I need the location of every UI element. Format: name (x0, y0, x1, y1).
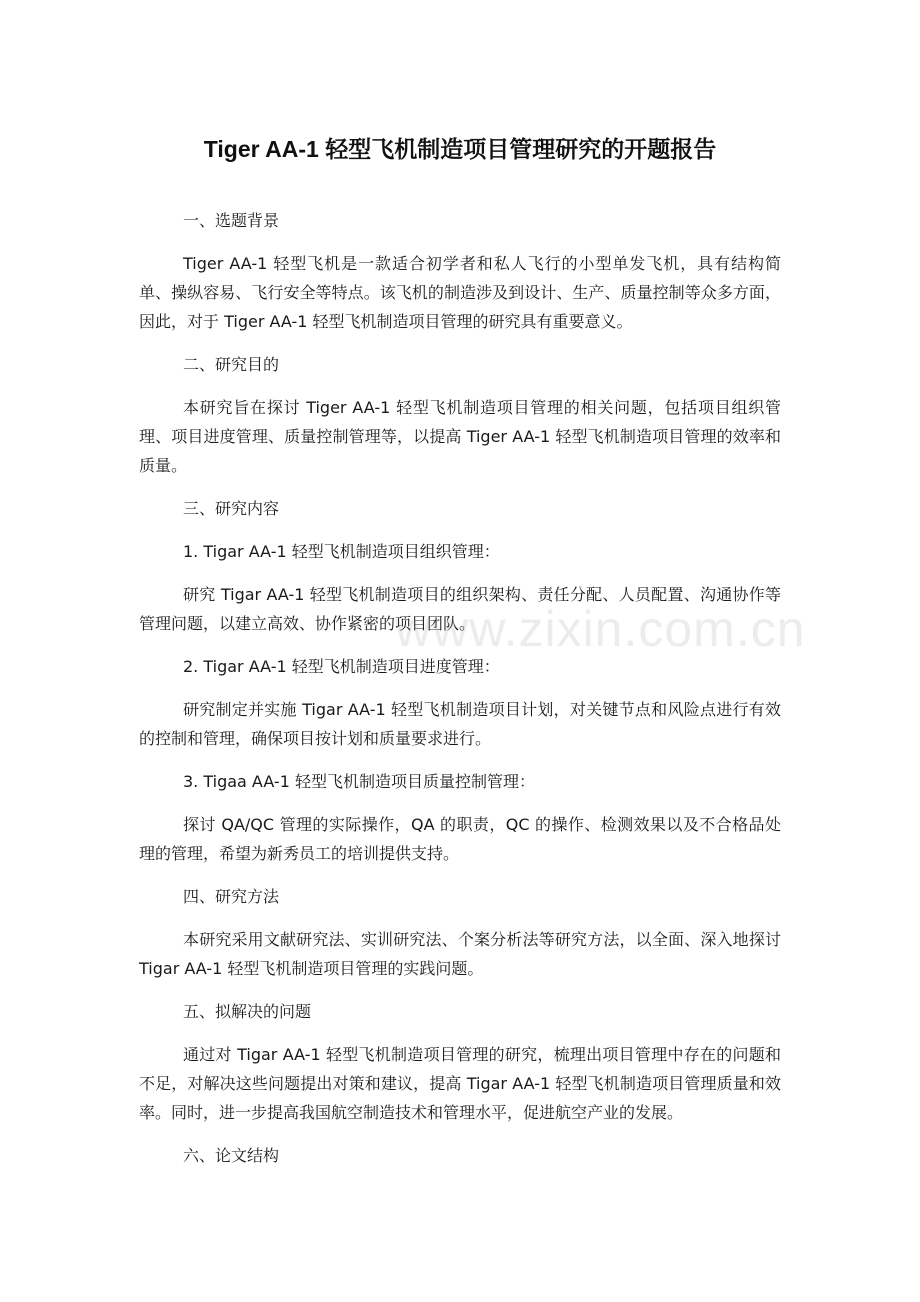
paragraph-methods: 本研究采用文献研究法、实训研究法、个案分析法等研究方法，以全面、深入地探讨 Tigar AA-1 轻型飞机制造项目管理的实践问题。 (139, 930, 781, 978)
subheading-quality: 3. Tigaa AA-1 轻型飞机制造项目质量控制管理： (183, 772, 535, 791)
subheading-organization: 1. Tigar AA-1 轻型飞机制造项目组织管理： (183, 542, 500, 561)
watermark-text: www.zixin.com.cn (395, 601, 806, 657)
section-heading-purpose: 二、研究目的 (183, 355, 280, 374)
paragraph-quality: 探讨 QA/QC 管理的实际操作，QA 的职责，QC 的操作、检测效果以及不合格品处理的管理，希望为新秀员工的培训提供支持。 (139, 815, 781, 863)
section-heading-background: 一、选题背景 (183, 211, 280, 230)
paragraph-organization: 研究 Tigar AA-1 轻型飞机制造项目的组织架构、责任分配、人员配置、沟通协作等管理问题，以建立高效、协作紧密的项目团队。 (139, 585, 781, 633)
paragraph-problems: 通过对 Tigar AA-1 轻型飞机制造项目管理的研究，梳理出项目管理中存在的问题和不足，对解决这些问题提出对策和建议，提高 Tigar AA-1 轻型飞机制造项目管理质量和效率。同时，进一步提高我国航空制造技术和管理水平，促进航空产业的发展。 (139, 1045, 781, 1122)
document-body (139, 206, 781, 1184)
paragraph-schedule: 研究制定并实施 Tigar AA-1 轻型飞机制造项目计划，对关键节点和风险点进行有效的控制和管理，确保项目按计划和质量要求进行。 (139, 700, 781, 748)
paragraph-purpose: 本研究旨在探讨 Tiger AA-1 轻型飞机制造项目管理的相关问题，包括项目组织管理、项目进度管理、质量控制管理等，以提高 Tiger AA-1 轻型飞机制造项目管理的效率和质量。 (139, 398, 781, 475)
document-title: Tiger AA-1 轻型飞机制造项目管理研究的开题报告 (203, 136, 717, 162)
subheading-schedule: 2. Tigar AA-1 轻型飞机制造项目进度管理： (183, 657, 500, 676)
section-heading-content: 三、研究内容 (183, 499, 280, 518)
section-heading-structure: 六、论文结构 (183, 1146, 280, 1165)
paragraph-background: Tiger AA-1 轻型飞机是一款适合初学者和私人飞行的小型单发飞机，具有结构简单、操纵容易、飞行安全等特点。该飞机的制造涉及到设计、生产、质量控制等众多方面，因此，对于 Tiger AA-1 轻型飞机制造项目管理的研究具有重要意义。 (139, 254, 781, 331)
section-heading-problems: 五、拟解决的问题 (183, 1002, 312, 1021)
section-heading-methods: 四、研究方法 (183, 887, 280, 906)
